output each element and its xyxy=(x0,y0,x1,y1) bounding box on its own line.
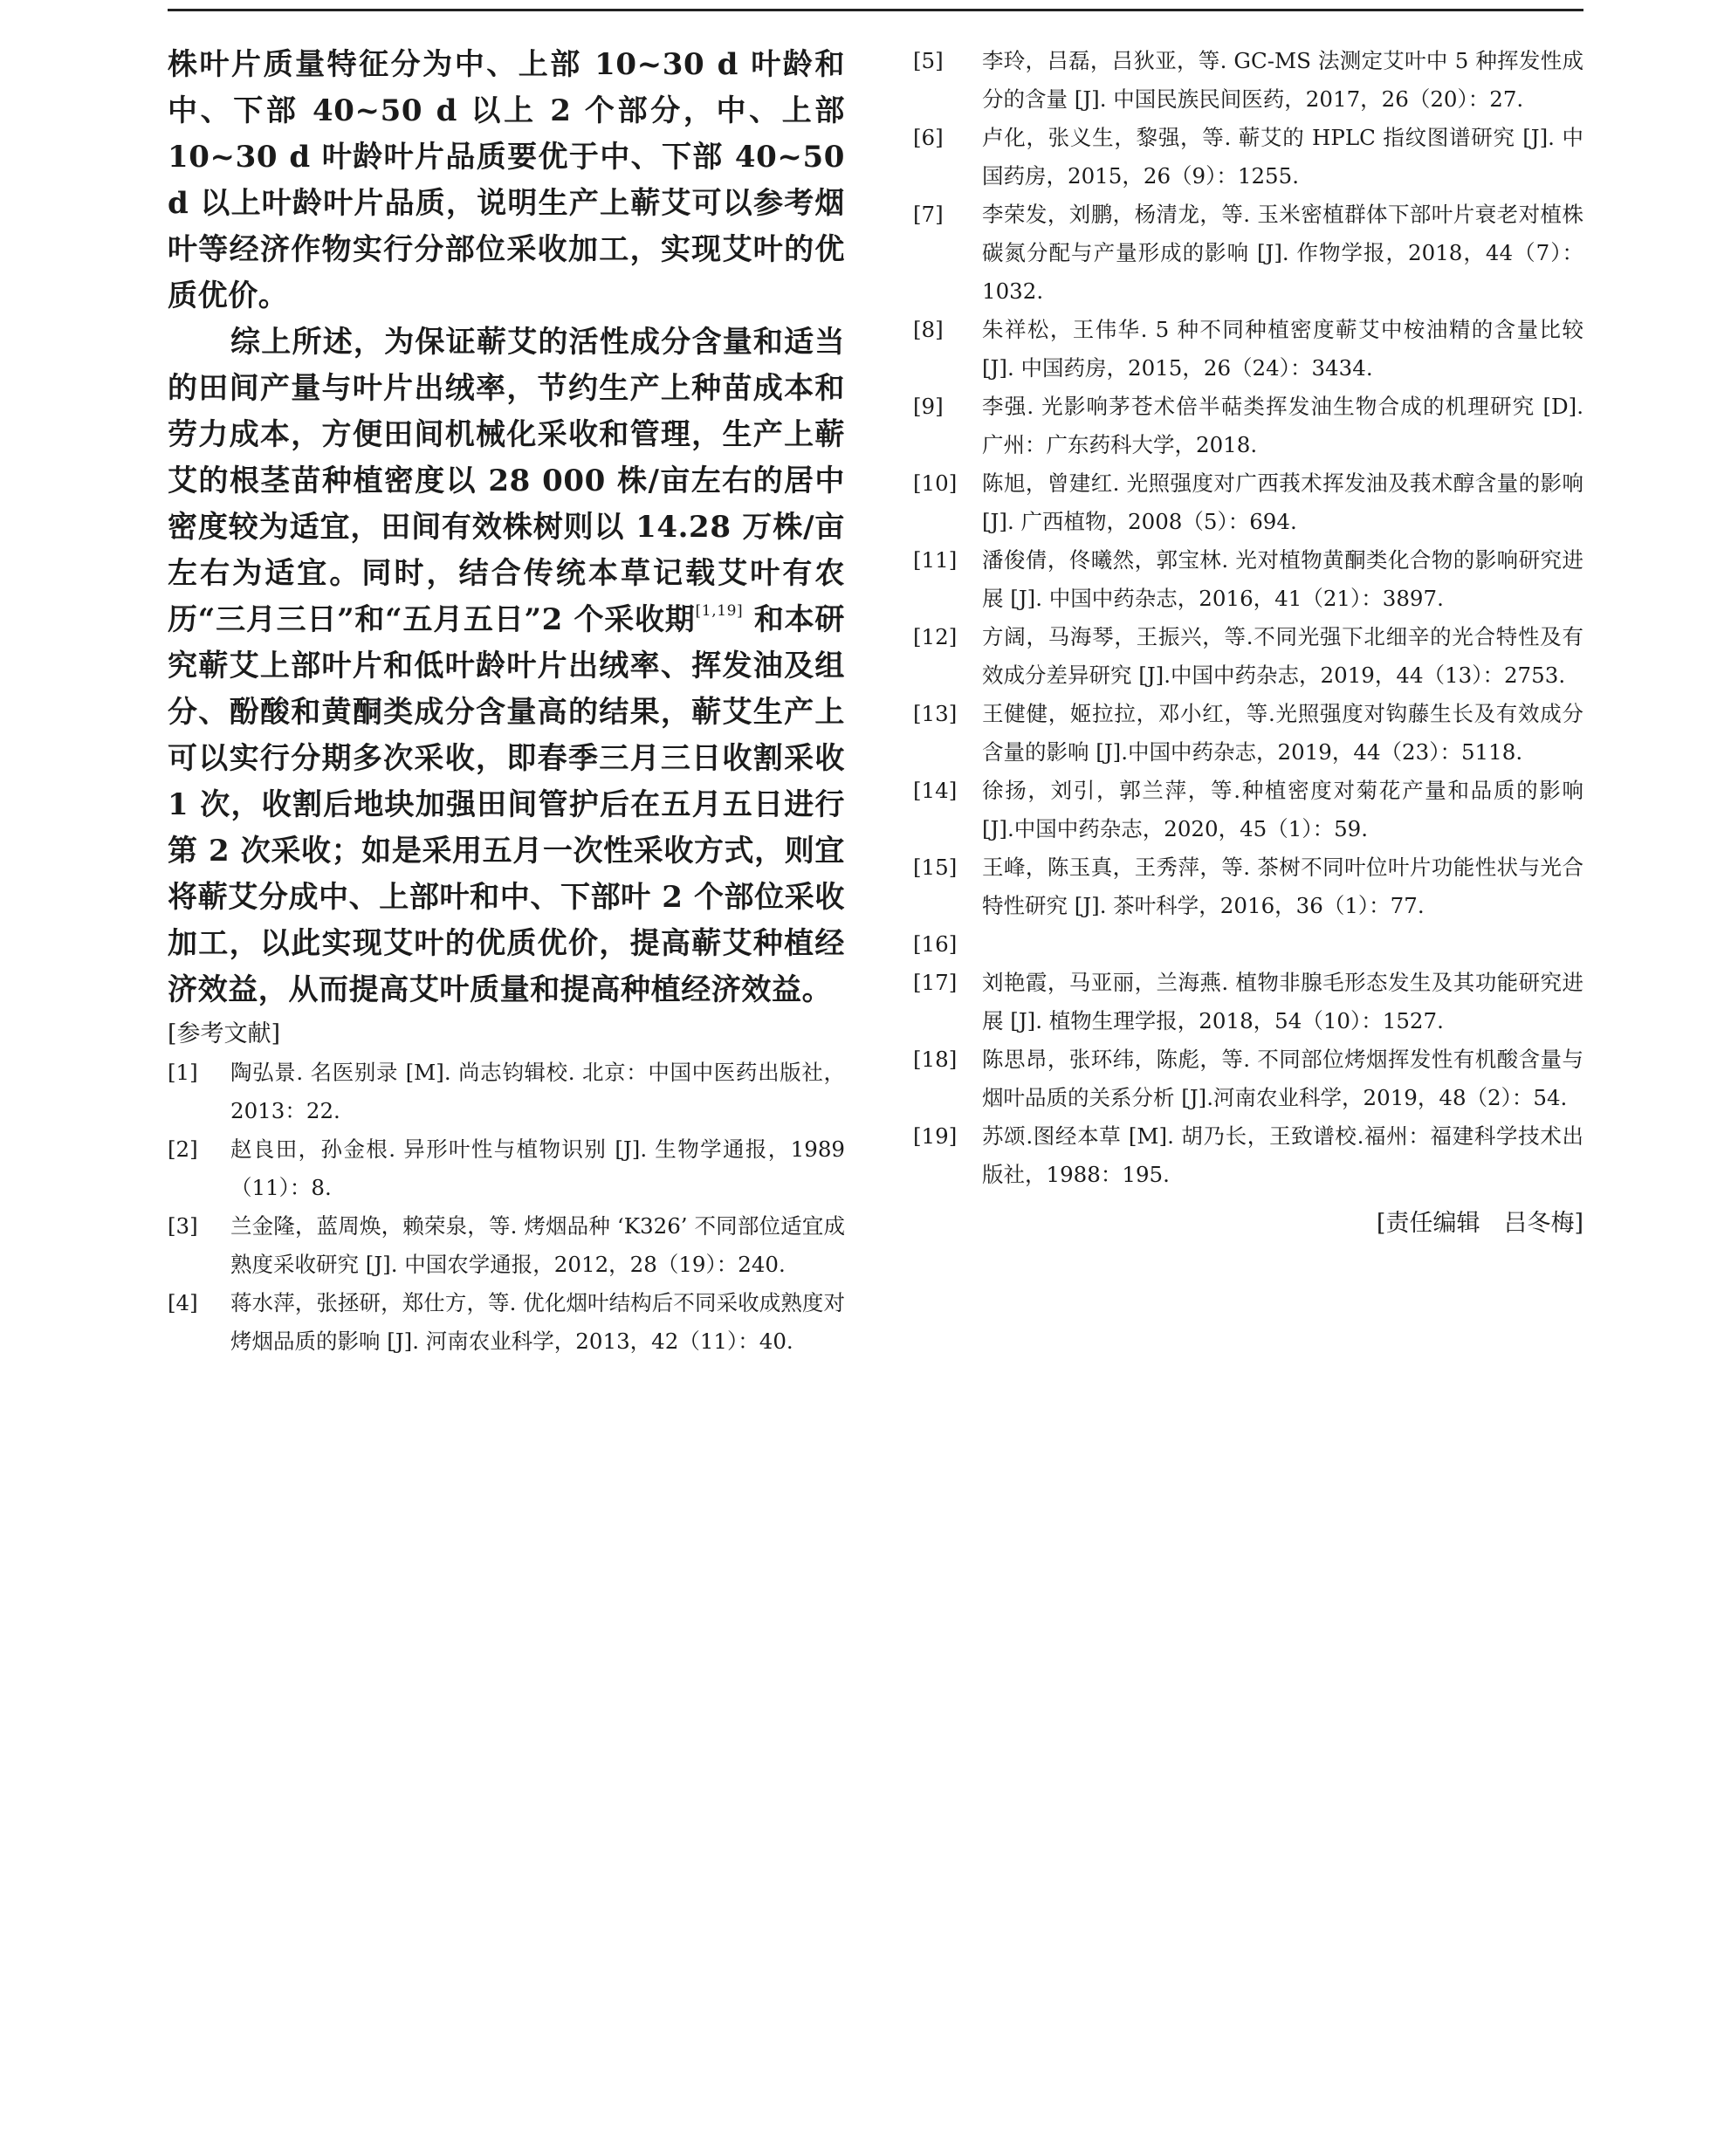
reference-item xyxy=(168,1054,845,1130)
reference-item xyxy=(913,541,1583,618)
reference-item xyxy=(913,848,1583,925)
reference-number: [15] xyxy=(913,855,958,880)
reference-number: [10] xyxy=(913,470,958,496)
reference-number: [7] xyxy=(913,202,944,227)
reference-item xyxy=(913,618,1583,695)
reference-item xyxy=(913,196,1583,311)
reference-number: [9] xyxy=(913,394,944,419)
reference-text: 方阔，马海琴，王振兴，等.不同光强下北细辛的光合特性及有效成分差异研究 [J].中国中药杂志，2019，44（13）：2753. xyxy=(982,624,1583,688)
paragraph-2-text-b: 和本研究蕲艾上部叶片和低叶龄叶片出绒率、挥发油及组分、酚酸和黄酮类成分含量高的结果，蕲艾生产上可以实行分期多次采收，即春季三月三日收割采收 1 次，收割后地块加强田间管护后在五月五日进行第 2 次采收；如是采用五月一次性采收方式，则宜将蕲艾分成中、上部叶和中、下部叶 2 个部位采收加工，以此实现艾叶的优质优价，提高蕲艾种植经济效益，从而提高艾叶质量和提高种植经济效益。 xyxy=(168,602,845,1007)
reference-number: [17] xyxy=(913,970,958,995)
reference-number: [18] xyxy=(913,1047,958,1072)
header-rule xyxy=(168,9,1583,11)
body-paragraph-1: 株叶片质量特征分为中、上部 10~30 d 叶龄和中、下部 40~50 d 以上 2 个部分，中、上部 10~30 d 叶龄叶片品质要优于中、下部 40~50 d 以上叶龄叶片品质，说明生产上蕲艾可以参考烟叶等经济作物实行分部位采收加工，实现艾叶的优质优价。 xyxy=(168,47,845,313)
paragraph-2-text-a: 综上所述，为保证蕲艾的活性成分含量和适当的田间产量与叶片出绒率，节约生产上种苗成本和劳力成本，方便田间机械化采收和管理，生产上蕲艾的根茎苗种植密度以 28 000 株/亩左右的居中密度较为适宜，田间有效株树则以 14.28 万株/亩左右为适宜。同时，结合传统本草记载艾叶有农历“三月三日”和“五月五日”2 个采收期 xyxy=(168,325,845,637)
reference-text: 李玲，吕磊，吕狄亚，等. GC-MS 法测定艾叶中 5 种挥发性成分的含量 [J]. 中国民族民间医药，2017，26（20）：27. xyxy=(982,48,1583,112)
body-paragraph-2 xyxy=(168,319,845,1013)
reference-item xyxy=(913,311,1583,388)
references-list-left xyxy=(168,1054,845,1361)
responsible-editor: [责任编辑 吕冬梅] xyxy=(1376,1210,1583,1237)
reference-number: [1] xyxy=(168,1060,198,1085)
reference-item xyxy=(913,772,1583,848)
reference-text: 陈旭，曾建红. 光照强度对广西莪术挥发油及莪术醇含量的影响 [J]. 广西植物，2008（5）：694. xyxy=(982,470,1583,534)
reference-number: [13] xyxy=(913,701,958,726)
reference-item xyxy=(913,1040,1583,1117)
reference-number: [2] xyxy=(168,1136,198,1162)
references-title: [参考文献] xyxy=(168,1020,281,1047)
reference-text: 苏颂.图经本草 [M]. 胡乃长，王致谱校.福州：福建科学技术出版社，1988：195. xyxy=(982,1123,1583,1187)
reference-text: 陶弘景. 名医别录 [M]. 尚志钧辑校. 北京：中国中医药出版社，2013：22. xyxy=(230,1060,845,1123)
reference-text: 赵良田，孙金根. 异形叶性与植物识别 [J]. 生物学通报，1989（11）：8. xyxy=(230,1136,845,1200)
reference-text: 王健健，姬拉拉，邓小红，等.光照强度对钩藤生长及有效成分含量的影响 [J].中国中药杂志，2019，44（23）：5118. xyxy=(982,701,1583,765)
references-list-right xyxy=(913,42,1583,1194)
reference-number: [12] xyxy=(913,624,958,649)
reference-number: [8] xyxy=(913,317,944,342)
reference-item xyxy=(168,1207,845,1284)
reference-item xyxy=(913,1117,1583,1194)
reference-text: 李强. 光影响茅苍术倍半萜类挥发油生物合成的机理研究 [D]. 广州：广东药科大学，2018. xyxy=(982,394,1583,457)
reference-item xyxy=(913,925,1583,964)
reference-text: 刘艳霞，马亚丽，兰海燕. 植物非腺毛形态发生及其功能研究进展 [J]. 植物生理学报，2018，54（10）：1527. xyxy=(982,970,1583,1033)
reference-item xyxy=(913,464,1583,541)
reference-text: 兰金隆，蓝周焕，赖荣泉，等. 烤烟品种 ‘K326’ 不同部位适宜成熟度采收研究 [J]. 中国农学通报，2012，28（19）：240. xyxy=(230,1213,845,1277)
reference-text xyxy=(982,925,1583,964)
reference-text: 徐扬，刘引，郭兰萍，等.种植密度对菊花产量和品质的影响 [J].中国中药杂志，2020，45（1）：59. xyxy=(982,778,1583,841)
reference-number: [14] xyxy=(913,778,958,803)
citation-superscript: [1,19] xyxy=(695,602,744,620)
reference-text: 潘俊倩，佟曦然，郭宝林. 光对植物黄酮类化合物的影响研究进展 [J]. 中国中药杂志，2016，41（21）：3897. xyxy=(982,547,1583,611)
reference-item xyxy=(168,1130,845,1207)
left-column xyxy=(168,42,845,1361)
reference-text: 陈思昂，张环纬，陈彪，等. 不同部位烤烟挥发性有机酸含量与烟叶品质的关系分析 [J].河南农业科学，2019，48（2）：54. xyxy=(982,1047,1583,1110)
reference-text: 卢化，张义生，黎强，等. 蕲艾的 HPLC 指纹图谱研究 [J]. 中国药房，2015，26（9）：1255. xyxy=(982,125,1583,189)
reference-number: [3] xyxy=(168,1213,198,1239)
reference-text: 朱祥松，王伟华. 5 种不同种植密度蕲艾中桉油精的含量比较 [J]. 中国药房，2015，26（24）：3434. xyxy=(982,317,1583,381)
reference-text: 李荣发，刘鹏，杨清龙，等. 玉米密植群体下部叶片衰老对植株碳氮分配与产量形成的影响 [J]. 作物学报，2018，44（7）：1032. xyxy=(982,202,1583,304)
reference-item xyxy=(913,388,1583,464)
reference-item xyxy=(168,1284,845,1361)
reference-number: [11] xyxy=(913,547,958,573)
reference-item xyxy=(913,42,1583,119)
reference-item xyxy=(913,964,1583,1040)
reference-number: [6] xyxy=(913,125,944,150)
reference-number: [19] xyxy=(913,1123,958,1149)
reference-number: [16] xyxy=(913,931,958,957)
reference-number: [5] xyxy=(913,48,944,73)
reference-item xyxy=(913,119,1583,196)
right-column xyxy=(913,42,1583,1243)
reference-text: 王峰，陈玉真，王秀萍，等. 茶树不同叶位叶片功能性状与光合特性研究 [J]. 茶叶科学，2016，36（1）：77. xyxy=(982,855,1583,918)
reference-number: [4] xyxy=(168,1290,198,1315)
reference-text: 蒋水萍，张拯研，郑仕方，等. 优化烟叶结构后不同采收成熟度对烤烟品质的影响 [J]. 河南农业科学，2013，42（11）：40. xyxy=(230,1290,845,1354)
reference-item xyxy=(913,695,1583,772)
